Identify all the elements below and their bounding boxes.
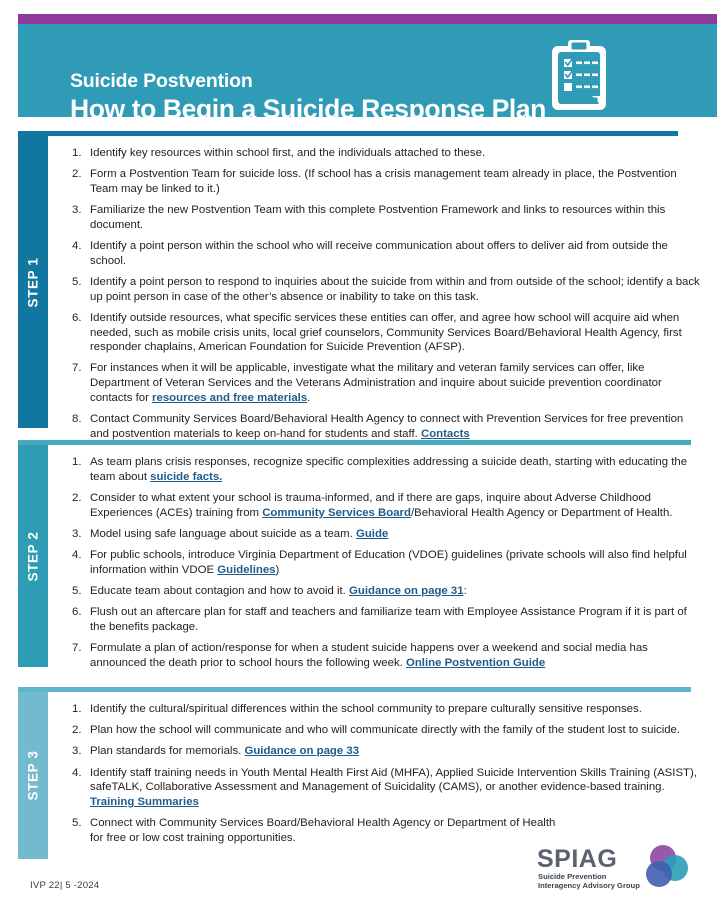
list-item-text: Identify staff training needs in Youth Mental Health First Aid (MHFA), Applied Suicide Intervention Skills Training (ASIST), safeTALK, Collaborative Assessment and Management of Suicidality (CAMS), or another evidence-based training. [90, 766, 697, 794]
step-3-label: STEP 3 [25, 750, 41, 801]
list-item-number: 5. [72, 817, 82, 830]
list-item-text: Identify a point person within the school who will receive communication about offers to deliver aid from outside the school. [90, 240, 668, 267]
step-2-body [48, 445, 717, 685]
document-code: IVP 22| 5 -2024 [30, 880, 100, 891]
list-item-number: 6. [72, 311, 82, 324]
list-item [48, 766, 701, 810]
spiag-subtitle-line: Suicide Prevention [538, 872, 607, 881]
list-item-text: Form a Postvention Team for suicide loss. (If school has a crisis management team already in place, the Postvention Team may be linked to it.) [90, 168, 677, 195]
spiag-logo [537, 845, 697, 893]
list-item-text: Familiarize the new Postvention Team with this complete Postvention Framework and links to resources within this document. [90, 204, 666, 231]
step-block-3 [18, 687, 717, 859]
list-item-text: ) [275, 563, 280, 576]
inline-link[interactable]: Guide [355, 527, 389, 540]
step-2-item-list [48, 455, 701, 670]
list-item [48, 455, 701, 484]
inline-link[interactable]: Guidance on page 31 [349, 584, 464, 597]
three-overlapping-circles-icon [641, 844, 691, 890]
step-3-item-list [48, 702, 701, 846]
step-block-1 [18, 131, 717, 440]
step-3-tab [18, 692, 48, 859]
header-text-group [70, 70, 590, 126]
inline-link[interactable]: Online Postvention Guide [405, 656, 546, 669]
list-item-text: As team plans crisis responses, recognize specific complexities addressing a suicide death, starting with educating the team about [90, 456, 688, 483]
step-1-body [48, 136, 717, 456]
list-item-text: . [307, 391, 311, 404]
inline-link[interactable]: Community Services Board [262, 506, 411, 519]
list-item [48, 275, 701, 304]
list-item-number: 2. [72, 491, 82, 504]
list-item-number: 4. [72, 549, 82, 562]
list-item [48, 527, 701, 542]
list-item [48, 605, 701, 634]
list-item [48, 491, 701, 520]
inline-link[interactable]: suicide facts. [150, 470, 223, 483]
step-3-body [48, 692, 717, 860]
list-item-number: 7. [72, 362, 82, 375]
list-item-number: 5. [72, 584, 82, 597]
list-item-number: 2. [72, 724, 82, 737]
list-item-text: Formulate a plan of action/response for when a student suicide happens over a weekend and social media has announced the death prior to school hours the following week. [90, 642, 648, 669]
list-item-text: Flush out an aftercare plan for staff and teachers and familiarize team with Employee Assistance Program if it is part of the benefits package. [90, 606, 687, 633]
step-block-2 [18, 440, 717, 667]
spiag-wordmark: SPIAG [537, 845, 618, 873]
list-item-text: For public schools, introduce Virginia Department of Education (VDOE) guidelines (private schools will also find helpful information within VDOE [90, 549, 687, 576]
clipboard-checklist-icon [549, 40, 609, 112]
step-1-item-list [48, 146, 701, 441]
list-item [48, 239, 701, 268]
inline-link[interactable]: Guidelines [217, 563, 276, 576]
step-2-tab [18, 445, 48, 667]
list-item [48, 702, 701, 717]
list-item-text: Identify key resources within school first, and the individuals attached to these. [90, 147, 486, 159]
inline-link[interactable]: resources and free materials [152, 391, 308, 404]
list-item [48, 167, 701, 196]
list-item-text: : [463, 584, 467, 597]
step-1-label: STEP 1 [25, 257, 41, 307]
list-item-number: 3. [72, 204, 82, 217]
list-item [48, 311, 701, 355]
list-item-text: Plan standards for memorials. [90, 745, 245, 758]
list-item-number: 8. [72, 413, 82, 426]
list-item-number: 1. [72, 703, 82, 715]
list-item-text: Connect with Community Services Board/Behavioral Health Agency or Department of Health [90, 817, 556, 830]
list-item-text: Plan how the school will communicate and who will communicate directly with the family of the student lost to suicide. [90, 724, 681, 737]
header-kicker: Suicide Postvention [70, 70, 253, 92]
spiag-subtitle-line: Interagency Advisory Group [538, 881, 640, 891]
list-item-number: 2. [72, 168, 82, 181]
list-item-text: Identify the cultural/spiritual differences within the school community to prepare culturally sensitive responses. [90, 703, 642, 715]
list-item-text: /Behavioral Health Agency or Department of Health. [410, 506, 673, 519]
list-item-text: Consider to what extent your school is trauma-informed, and if there are gaps, inquire about Adverse Childhood Experiences (ACEs) training from [90, 491, 651, 519]
list-item [48, 146, 701, 161]
list-item [48, 412, 701, 441]
inline-link[interactable]: Contacts [420, 427, 470, 440]
list-item-text: Model using safe language about suicide as a team. [90, 527, 356, 540]
document-header [18, 24, 717, 124]
list-item-text: Identify a point person to respond to inquiries about the suicide from within and from outside of the school; identify a back up point person in case of the other’s absence or inability to take on this task. [90, 275, 700, 303]
list-item-number: 3. [72, 745, 82, 758]
inline-link[interactable]: Guidance on page 33 [244, 745, 360, 758]
list-item [48, 816, 701, 845]
list-item [48, 723, 701, 738]
list-item [48, 641, 701, 670]
list-item-text: Educate team about contagion and how to avoid it. [90, 584, 349, 597]
list-item-number: 1. [72, 456, 82, 468]
list-item-number: 3. [72, 527, 82, 540]
inline-link[interactable]: Training Summaries [90, 796, 199, 809]
page-title: How to Begin a Suicide Response Plan [70, 94, 546, 124]
spiag-subtitle [538, 872, 658, 891]
list-item-text: for free or low cost training opportunities. [90, 831, 296, 844]
list-item-text: Contact Community Services Board/Behavioral Health Agency to connect with Prevention Services for free prevention and postvention materials to keep on-hand for students and staff. [90, 413, 684, 440]
list-item-text: Identify outside resources, what specific services these entities can offer, and agree how school will acquire aid when needed, such as mobile crisis units, local grief counselors, Community Services Board/Behavioral Health Agency, first responder chaplains, American Foundation for Suicide Prevention (AFSP). [90, 311, 682, 354]
step-1-tab [18, 136, 48, 428]
list-item-text: For instances when it will be applicable, investigate what the military and veteran family services can offer, like Department of Veteran Services and the Veterans Administration and inquire about suicide prevention coordinator contacts for [90, 362, 662, 404]
list-item [48, 361, 701, 405]
list-item-number: 4. [72, 240, 82, 253]
list-item [48, 203, 701, 232]
list-item-number: 1. [72, 147, 82, 159]
list-item [48, 744, 701, 759]
list-item [48, 548, 701, 577]
list-item-number: 6. [72, 606, 82, 619]
list-item-number: 7. [72, 642, 82, 655]
list-item-number: 4. [72, 766, 82, 779]
list-item-number: 5. [72, 275, 82, 288]
step-2-label: STEP 2 [25, 531, 41, 581]
purple-accent-bar [18, 14, 717, 24]
list-item [48, 584, 701, 599]
